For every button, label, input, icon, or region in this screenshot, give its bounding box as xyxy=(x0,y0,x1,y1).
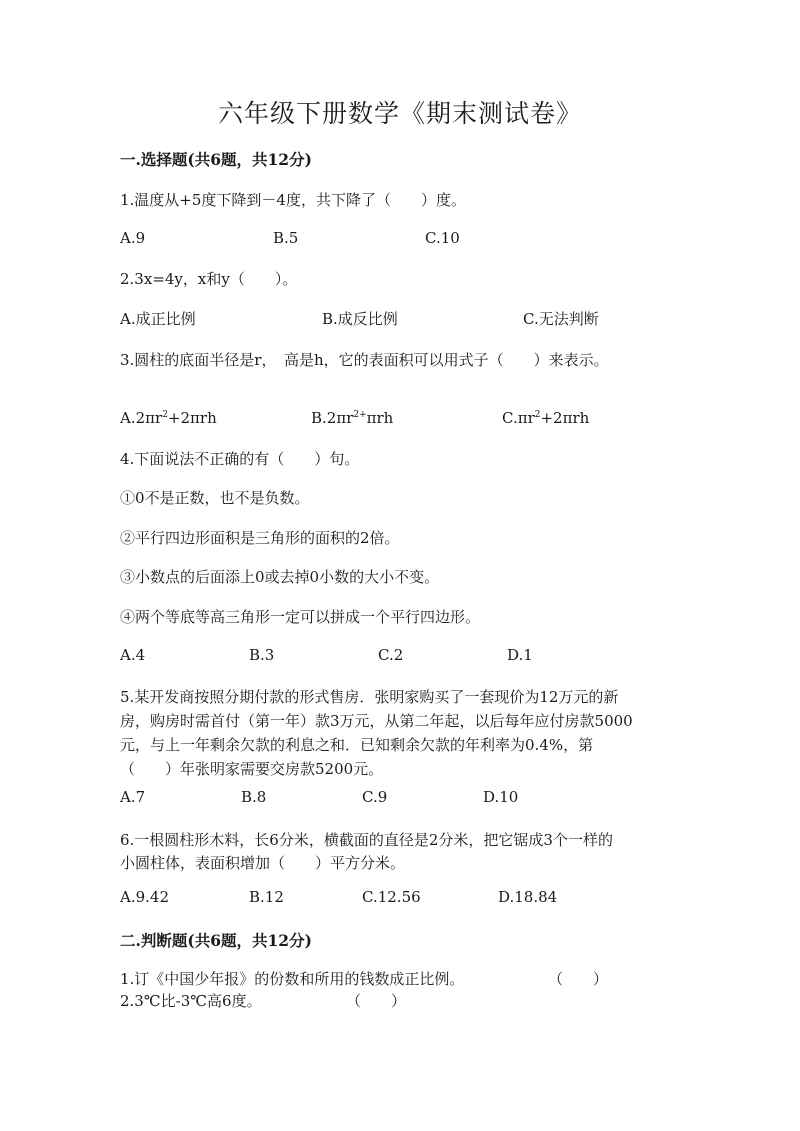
q5-option-c: C.9 xyxy=(362,788,388,806)
question-3-stem: 3.圆柱的底面半径是r， 高是h，它的表面积可以用式子（ ）来表示。 xyxy=(120,351,609,369)
q5-option-a: A.7 xyxy=(120,788,146,806)
question-4-stem: 4.下面说法不正确的有（ ）句。 xyxy=(120,450,360,468)
question-6-line-2: 小圆柱体，表面积增加（ ）平方分米。 xyxy=(120,854,406,872)
q4-option-a: A.4 xyxy=(120,646,146,664)
q2-option-a: A.成正比例 xyxy=(120,310,196,328)
q4-statement-4: ④两个等底等高三角形一定可以拼成一个平行四边形。 xyxy=(120,608,481,626)
q1-option-c: C.10 xyxy=(425,229,460,247)
judgement-item-1-blank: （ ） xyxy=(548,970,609,988)
q1-option-a: A.9 xyxy=(120,229,146,247)
q4-statement-3: ③小数点的后面添上0或去掉0小数的大小不变。 xyxy=(120,568,440,586)
section-heading-judgement: 二.判断题(共6题，共12分) xyxy=(120,931,312,950)
q5-option-d: D.10 xyxy=(483,788,519,806)
page-title: 六年级下册数学《期末测试卷》 xyxy=(217,99,582,128)
question-5-line-2: 房，购房时需首付（第一年）款3万元，从第二年起，以后每年应付房款5000 xyxy=(120,712,633,730)
q3-option-b: $B.2\pi r^{2+}\pi rh$ xyxy=(311,409,394,427)
q1-option-b: B.5 xyxy=(273,229,299,247)
question-1-stem: 1.温度从+5度下降到－4度，共下降了（ ）度。 xyxy=(120,191,466,209)
q6-option-c: C.12.56 xyxy=(362,888,421,906)
q4-statement-2: ②平行四边形面积是三角形的面积的2倍。 xyxy=(120,529,400,547)
q2-option-c: C.无法判断 xyxy=(523,310,599,328)
question-5-line-3: 元，与上一年剩余欠款的利息之和．已知剩余欠款的年利率为0.4%，第 xyxy=(120,736,594,754)
question-2-stem: 2.3x=4y，x和y（ ）。 xyxy=(120,270,298,288)
judgement-item-2-text: 2.3℃比-3℃高6度。 xyxy=(120,992,262,1010)
q4-option-b: B.3 xyxy=(249,646,275,664)
question-6-line-1: 6.一根圆柱形木料，长6分米，横截面的直径是2分米，把它锯成3个一样的 xyxy=(120,831,613,849)
section-heading-choice: 一.选择题(共6题，共12分) xyxy=(120,150,312,169)
q2-option-b: B.成反比例 xyxy=(322,310,398,328)
judgement-item-1-text: 1.订《中国少年报》的份数和所用的钱数成正比例。 xyxy=(120,970,465,988)
question-5-line-1: 5.某开发商按照分期付款的形式售房．张明家购买了一套现价为12万元的新 xyxy=(120,688,619,706)
q6-option-b: B.12 xyxy=(249,888,284,906)
q6-option-a: A.9.42 xyxy=(120,888,169,906)
q4-option-d: D.1 xyxy=(507,646,533,664)
q3-option-a: $A.2\pi r^2+2\pi rh$ xyxy=(120,409,217,427)
q4-statement-1: ①0不是正数，也不是负数。 xyxy=(120,489,310,507)
q3-option-c: $C.\pi r^2+2\pi rh$ xyxy=(502,409,590,427)
q4-option-c: C.2 xyxy=(378,646,404,664)
judgement-item-2-blank: （ ） xyxy=(346,992,407,1010)
q5-option-b: B.8 xyxy=(241,788,267,806)
q6-option-d: D.18.84 xyxy=(498,888,558,906)
question-5-line-4: （ ）年张明家需要交房款5200元。 xyxy=(120,760,384,778)
